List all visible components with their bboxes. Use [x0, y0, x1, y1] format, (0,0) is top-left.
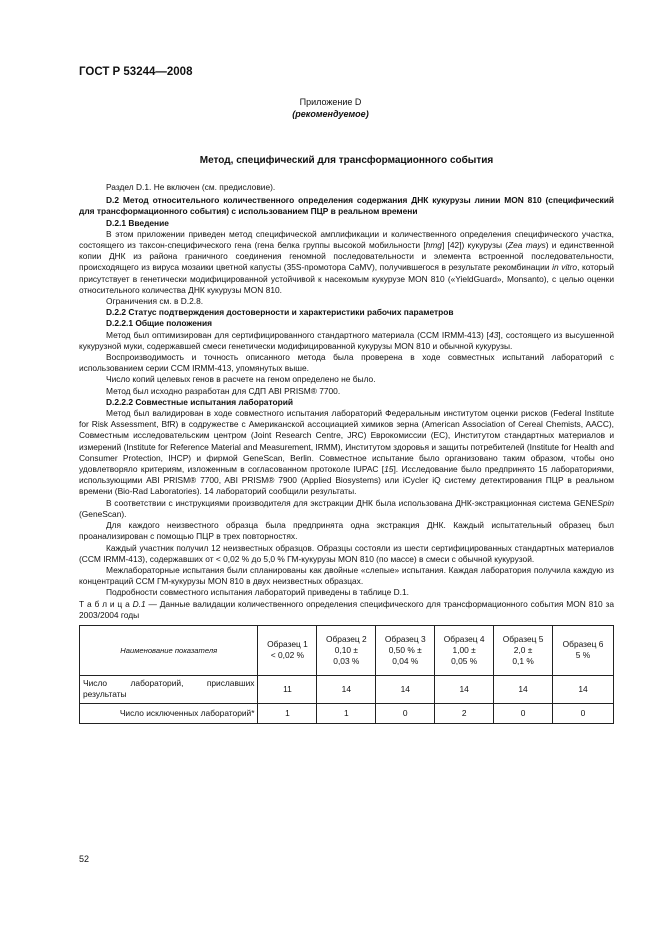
document-code-header: ГОСТ Р 53244—2008: [79, 66, 193, 78]
document-body: [79, 182, 614, 724]
paragraph-platform: Метод был исходно разработан для СДП ABI PRISM® 7700.: [106, 385, 341, 396]
paragraph-extraction: В соответствии с инструкциями производителя для экстракции ДНК была использована ДНК-экстракционная система GENESpin (GeneScan).: [79, 497, 614, 519]
table-header-sample-2: Образец 2 0,10 ± 0,03 %: [317, 625, 376, 675]
table-cell: 1: [317, 703, 376, 723]
section-heading-d21: D.2.1 Введение: [106, 217, 169, 228]
table-row: [80, 703, 614, 723]
table-header-sample-1: Образец 1 < 0,02 %: [258, 625, 317, 675]
paragraph-optimization: Метод был оптимизирован для сертифицированного стандартного материала (CCM IRMM-413) [43], состоящего из высушенной кукурузной муки, содержавшей смеси генетически модифицированной кукурузы MON 810 и обычной кукурузы.: [79, 329, 614, 351]
table-row-label: Число исключенных лабораторий*: [80, 703, 258, 723]
paragraph-introduction: В этом приложении приведен метод специфической амплификации и количественного определения специфического участка, состоящего из таксон-специфического гена (гена белка группы высокой мобильности [hmg] [42]) кукурузы (Zea mays) и единственной копии ДНК из района граничного соединения геномной последовательности и элемента встроенной последовательности, происходящего из вируса мозаики цветной капусты (35S-промотора CaMV), получившегося в результате рекомбинации in vitro, который присутствует в генетически модифицированной устойчивой к насекомым кукурузе MON 810 («YieldGuard», Monsanto), с целью оценки относительного количества ДНК кукурузы MON 810.: [79, 228, 615, 295]
table-cell: 14: [317, 675, 376, 703]
section-heading-d22: D.2.2 Статус подтверждения достоверности и характеристики рабочих параметров: [106, 307, 454, 318]
validation-table: [79, 625, 614, 724]
table-cell: 14: [494, 675, 553, 703]
paragraph-blind-test: Межлабораторные испытания были спланированы как двойные «слепые» испытания. Каждая лаборатория получила каждую из концентраций CCM ГМ-кукурузы MON 810 в двух неизвестных образцах.: [79, 564, 614, 587]
annex-label: Приложение D: [299, 97, 362, 107]
paragraph-validation: Метод был валидирован в ходе совместного испытания лабораторий Федеральным институтом оценки рисков (Federal Institute for Risk Assessment, BfR) в содружестве с Американской ассоциацией химиков зерна (American Association of Cereal Chemists, AACC), Совместным исследовательским центром (Joint Research Centre, JRC) Еврокомиссии (EC), Институтом стандартных материалов и измерений (Institute for Reference Material and Measurement, IRMM), Институтом здоровья и защиты потребителей (Institute for Health and Consumer Protection, IHCP) и фирмой GeneScan, Berlin. Совместное испытание было организовано таким образом, чтобы оно удовлетворяло критериям, изложенным в согласованном протоколе IUPAC [15]. Исследование было предпринято 15 лабораториями, использующими ABI PRISM® 7700, ABI PRISM® 7900 (Applied Biosystems) или iCycler iQ систему детектирования ПЦР в реальном времени (Bio-Rad Laboratories). 14 лабораторий сообщили результаты.: [79, 408, 614, 497]
paragraph-table-ref: Подробности совместного испытания лабораторий приведены в таблице D.1.: [106, 587, 409, 598]
table-header-row: [80, 625, 614, 675]
table-cell: 11: [258, 675, 317, 703]
table-header-sample-3: Образец 3 0,50 % ± 0,04 %: [376, 625, 435, 675]
paragraph-d1-note: Раздел D.1. Не включен (см. предисловие).: [106, 182, 276, 192]
table-caption: Т а б л и ц а D.1 — Данные валидации количественного определения специфического для трансформационного события MON 810 за 2003/2004 годы: [79, 598, 614, 620]
table-header-sample-6: Образец 6 5 %: [553, 625, 614, 675]
section-heading-d2: D.2 Метод относительного количественного определения содержания ДНК кукурузы линии MON 810 (специфический для трансформационного события) с использованием ПЦР в реальном времени: [79, 195, 614, 217]
table-cell: 14: [435, 675, 494, 703]
table-header-sample-4: Образец 4 1,00 ± 0,05 %: [435, 625, 494, 675]
paragraph-copy-number: Число копий целевых генов в расчете на геном определено не было.: [106, 374, 376, 385]
table-row-label: Число лабораторий, приславших результаты: [80, 675, 258, 703]
table-row: [80, 675, 614, 703]
section-heading-d222: D.2.2.2 Совместные испытания лабораторий: [106, 396, 293, 407]
section-heading-d221: D.2.2.1 Общие положения: [106, 318, 212, 329]
paragraph-limitations: Ограничения см. в D.2.8.: [106, 296, 204, 307]
table-cell: 0: [376, 703, 435, 723]
table-cell: 14: [553, 675, 614, 703]
page-number: 52: [79, 854, 90, 864]
table-cell: 0: [553, 703, 614, 723]
table-header-sample-5: Образец 5 2,0 ± 0,1 %: [494, 625, 553, 675]
table-cell: 0: [494, 703, 553, 723]
paragraph-samples: Каждый участник получил 12 неизвестных образцов. Образцы состояли из шести сертифицированных стандартных материалов (CCM IRMM-413), содержавших от < 0,02 % до 5,0 % ГМ-кукурузы MON 810 (по массе) в смеси с обычной кукурузой.: [79, 542, 614, 564]
annex-title: Метод, специфический для трансформационного события: [199, 155, 494, 166]
paragraph-replicates: Для каждого неизвестного образца была предпринята одна экстракция ДНК. Каждый испытательный образец был проанализирован с помощью ПЦР в трех повторностях.: [79, 520, 614, 542]
table-cell: 2: [435, 703, 494, 723]
annex-status: (рекомендуемое): [292, 109, 369, 119]
paragraph-reproducibility: Воспроизводимость и точность описанного метода была проверена в ходе совместных испытаний лабораторий с использованием серии CCM IRMM-413, упомянутых выше.: [79, 352, 614, 374]
table-cell: 14: [376, 675, 435, 703]
table-cell: 1: [258, 703, 317, 723]
table-header-indicator: Наименование показателя: [80, 625, 258, 675]
